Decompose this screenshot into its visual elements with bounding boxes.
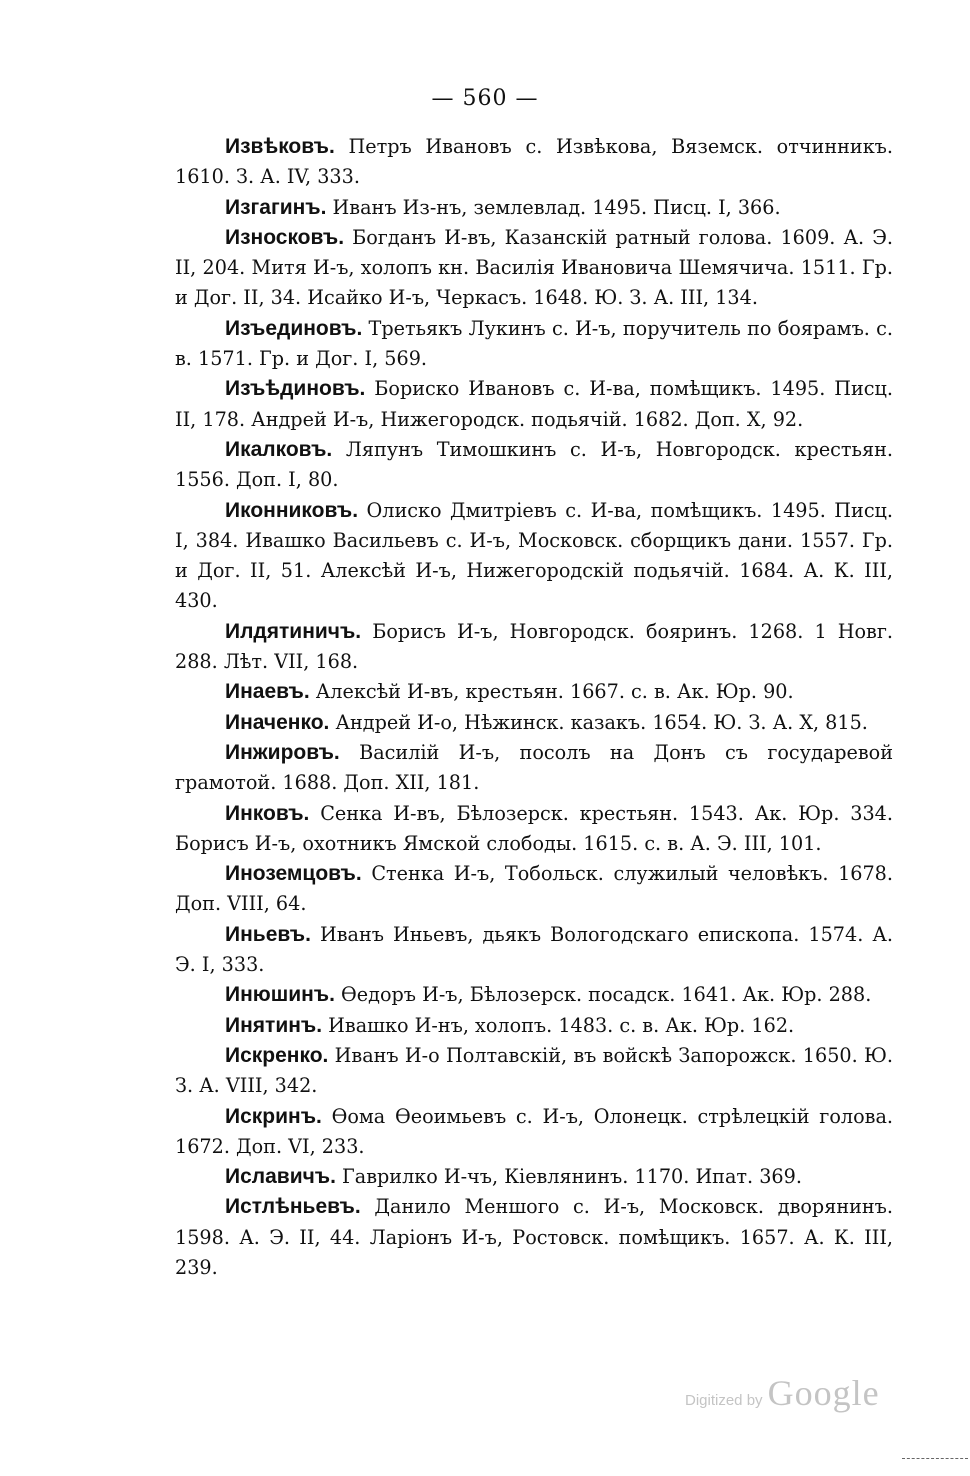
entry	[175, 920, 893, 981]
entry	[175, 1192, 893, 1283]
entry	[175, 708, 893, 738]
entry	[175, 617, 893, 678]
entry	[175, 1011, 893, 1041]
entry-text: Ивашко И-нъ, холопъ. 1483. с. в. Ак. Юр. 162.	[322, 1013, 795, 1037]
entry-text: Ляпунъ Тимошкинъ с. И-ъ, Новгородск. крестьян. 1556. Доп. I, 80.	[175, 437, 893, 492]
entry	[175, 374, 893, 435]
entry	[175, 223, 893, 314]
entry-text: Андрей И-о, Нѣжинск. казакъ. 1654. Ю. З. А. X, 815.	[329, 710, 868, 734]
entry-text: Богданъ И-въ, Казанскій ратный голова. 1609. А. Э. II, 204. Митя И-ъ, холопъ кн. Василія Ивановича Шемячича. 1511. Гр. и Дог. II, 34. Исайко И-ъ, Черкасъ. 1648. Ю. З. А. III, 134.	[175, 225, 893, 310]
entry-headword: Икалковъ.	[225, 437, 333, 461]
entry-text: Данило Меншого с. И-ъ, Московск. дворянинъ. 1598. А. Э. II, 44. Ларіонъ И-ъ, Ростовск. помѣщикъ. 1657. А. К. III, 239.	[175, 1195, 893, 1279]
entry	[175, 132, 893, 193]
entry	[175, 980, 893, 1010]
entry-text: Борисъ И-ъ, Новгородск. бояринъ. 1268. 1 Новг. 288. Лѣт. VII, 168.	[175, 619, 893, 674]
entry	[175, 435, 893, 496]
entry	[175, 314, 893, 375]
page-number: — 560 —	[431, 86, 539, 111]
entry-headword: Илдятиничъ.	[225, 619, 362, 643]
entry-text: Иванъ Из-нъ, землевлад. 1495. Писц. I, 366.	[326, 195, 781, 219]
entry-text: Олиско Дмитріевъ с. И-ва, помѣщикъ. 1495. Писц. I, 384. Ивашко Васильевъ с. И-ъ, Московск. сборщикъ дани. 1557. Гр. и Дог. II, 51. Алексѣй И-ъ, Нижегородскій подьячій. 1684. А. К. III, 430.	[175, 498, 893, 613]
entry-text: Иванъ Иньевъ, дьякъ Вологодскаго епископа. 1574. А. Э. I, 333.	[175, 922, 893, 977]
entry-headword: Иконниковъ.	[225, 498, 359, 522]
entry	[175, 496, 893, 617]
entry	[175, 738, 893, 799]
entry-headword: Иначенко.	[225, 710, 330, 734]
entry	[175, 1162, 893, 1192]
entry-headword: Искринъ.	[225, 1104, 322, 1128]
bottom-edge-rule	[902, 1458, 968, 1459]
entry-text: Бориско Ивановъ с. И-ва, помѣщикъ. 1495. Писц. II, 178. Андрей И-ъ, Нижегородск. подьячій. 1682. Доп. X, 92.	[175, 377, 893, 431]
entry-headword: Износковъ.	[225, 225, 345, 249]
entry-headword: Изъединовъ.	[225, 316, 363, 340]
watermark-prefix: Digitized by	[685, 1392, 763, 1409]
entry	[175, 193, 893, 223]
entry-headword: Изгагинъ.	[225, 195, 327, 219]
entry-headword: Иноземцовъ.	[225, 862, 362, 886]
entry-headword: Инжировъ.	[225, 740, 340, 764]
entry-headword: Иславичъ.	[225, 1165, 336, 1189]
entry	[175, 677, 893, 707]
entry-text: Стенка И-ъ, Тобольск. служилый человѣкъ. 1678. Доп. VIII, 64.	[175, 862, 893, 916]
dictionary-entries	[175, 132, 893, 1283]
entry-text: Иванъ И-о Полтавскій, въ войскѣ Запорожск. 1650. Ю. З. А. VIII, 342.	[175, 1043, 893, 1098]
entry-headword: Извѣковъ.	[225, 135, 335, 158]
entry-text: Гаврилко И-чъ, Кіевлянинъ. 1170. Ипат. 369.	[335, 1165, 802, 1189]
entry-headword: Изъѣдиновъ.	[225, 377, 366, 401]
entry-headword: Истлѣньевъ.	[225, 1195, 361, 1219]
entry-headword: Искренко.	[225, 1043, 329, 1067]
entry-text: Третьякъ Лукинъ с. И-ъ, поручитель по боярамъ. с. в. 1571. Гр. и Дог. I, 569.	[175, 316, 893, 371]
entry-text: Ѳедоръ И-ъ, Бѣлозерск. посадск. 1641. Ак. Юр. 288.	[334, 983, 872, 1007]
entry-headword: Инаевъ.	[225, 680, 310, 704]
entry-headword: Иньевъ.	[225, 922, 311, 946]
entry	[175, 799, 893, 860]
entry-headword: Инковъ.	[225, 801, 310, 825]
entry-headword: Инятинъ.	[225, 1013, 323, 1037]
watermark-brand-logo: Google	[767, 1373, 880, 1413]
entry-text: Ѳома Ѳеоимьевъ с. И-ъ, Олонецк. стрѣлецкій голова. 1672. Доп. VI, 233.	[175, 1104, 893, 1158]
entry-headword: Инюшинъ.	[225, 983, 335, 1007]
entry	[175, 1102, 893, 1163]
entry	[175, 859, 893, 920]
entry-text: Сенка И-въ, Бѣлозерск. крестьян. 1543. Ак. Юр. 334. Борисъ И-ъ, охотникъ Ямской слободы. 1615. с. в. А. Э. III, 101.	[175, 801, 893, 855]
entry	[175, 1041, 893, 1102]
entry-text: Петръ Ивановъ с. Извѣкова, Вяземск. отчинникъ. 1610. З. А. IV, 333.	[175, 135, 893, 189]
entry-text: Василій И-ъ, посолъ на Донъ съ государевой грамотой. 1688. Доп. XII, 181.	[175, 740, 893, 795]
digitized-watermark	[685, 1372, 880, 1414]
entry-text: Алексѣй И-въ, крестьян. 1667. с. в. Ак. Юр. 90.	[309, 680, 794, 704]
